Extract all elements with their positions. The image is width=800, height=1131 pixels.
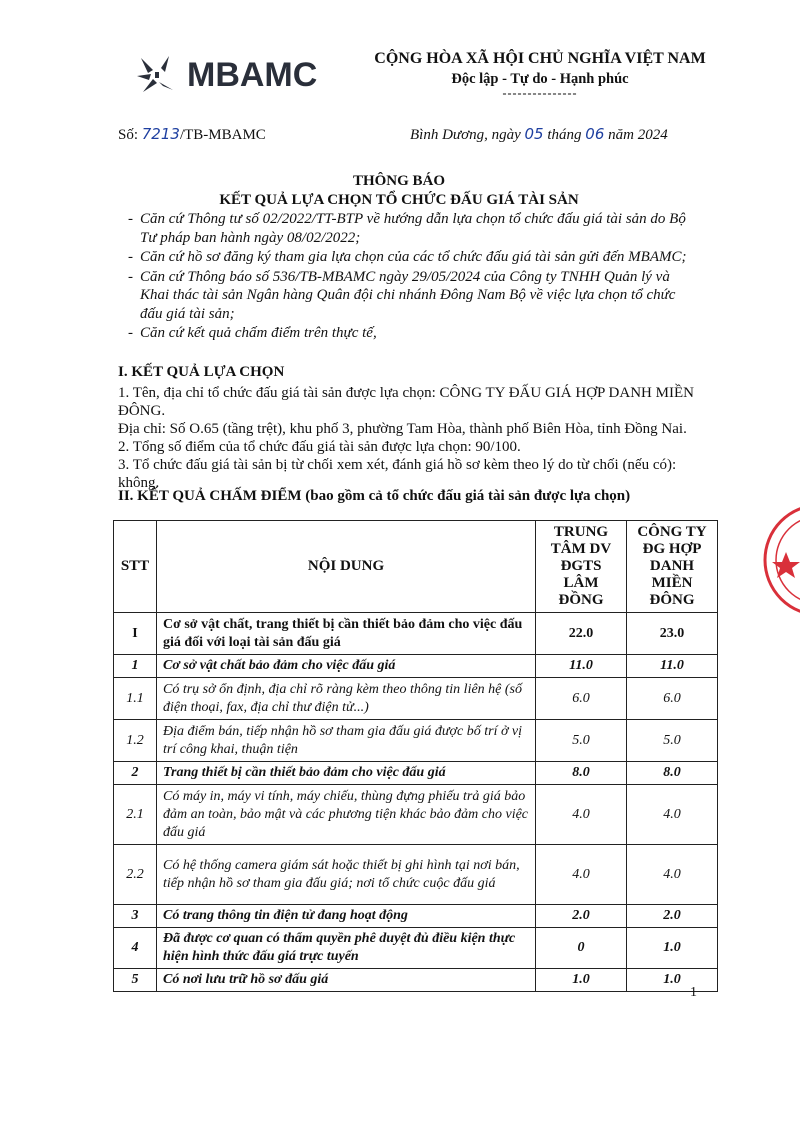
row-score-a: 4.0 bbox=[536, 785, 627, 845]
row-stt: 2.2 bbox=[114, 845, 157, 905]
date-year: năm 2024 bbox=[604, 127, 668, 143]
doc-number-handwritten: 7213 bbox=[141, 125, 180, 143]
legal-basis-item: - Căn cứ Thông báo số 536/TB-MBAMC ngày 29/05/2024 của Công ty TNHH Quản lý và Khai thác tài sản Ngân hàng Quân đội chi nhánh Đông Nam Bộ về việc lựa chọn tổ chức đấu giá tài sản; bbox=[118, 268, 698, 324]
row-content: Có trụ sở ổn định, địa chỉ rõ ràng kèm theo thông tin liên hệ (số điện thoại, fax, địa chỉ thư điện tử...) bbox=[157, 678, 536, 720]
title-line2: KẾT QUẢ LỰA CHỌN TỔ CHỨC ĐẤU GIÁ TÀI SẢN bbox=[219, 192, 579, 208]
section2-heading: II. KẾT QUẢ CHẤM ĐIỂM (bao gồm cả tổ chức đấu giá tài sản được lựa chọn) bbox=[118, 488, 631, 504]
table-row bbox=[114, 762, 718, 785]
row-score-a: 1.0 bbox=[536, 969, 627, 992]
nation-title: CỘNG HÒA XÃ HỘI CHỦ NGHĨA VIỆT NAM bbox=[374, 50, 706, 67]
row-content: Có máy in, máy vi tính, máy chiếu, thùng đựng phiếu trả giá bảo đảm an toàn, bảo mật và các phương tiện khác bảo đảm cho việc đấu giá bbox=[157, 785, 536, 845]
row-score-b: 23.0 bbox=[627, 613, 718, 655]
section1-p3: 2. Tổng số điểm của tổ chức đấu giá tài sản được lựa chọn: 90/100. bbox=[118, 439, 521, 455]
legal-basis-item: - Căn cứ Thông tư số 02/2022/TT-BTP về hướng dẫn lựa chọn tổ chức đấu giá tài sản do Bộ Tư pháp ban hành ngày 08/02/2022; bbox=[118, 210, 698, 247]
score-table bbox=[113, 520, 718, 992]
row-score-b: 6.0 bbox=[627, 678, 718, 720]
col-header-org-a: TRUNG TÂM DV ĐGTS LÂM ĐỒNG bbox=[536, 521, 627, 613]
row-score-b: 8.0 bbox=[627, 762, 718, 785]
section1-p4: 3. Tổ chức đấu giá tài sản bị từ chối xem xét, đánh giá hồ sơ kèm theo lý do từ chối (nếu có): không. bbox=[118, 457, 677, 491]
table-row bbox=[114, 655, 718, 678]
legal-basis-item: - Căn cứ hồ sơ đăng ký tham gia lựa chọn của các tổ chức đấu giá tài sản gửi đến MBAMC; bbox=[118, 248, 698, 267]
row-score-a: 22.0 bbox=[536, 613, 627, 655]
date-month-label: tháng bbox=[543, 127, 586, 143]
document-number bbox=[118, 125, 266, 144]
row-content: Trang thiết bị cần thiết bảo đảm cho việc đấu giá bbox=[157, 762, 536, 785]
row-stt: 2.1 bbox=[114, 785, 157, 845]
row-stt: 1.1 bbox=[114, 678, 157, 720]
table-row bbox=[114, 969, 718, 992]
row-score-a: 8.0 bbox=[536, 762, 627, 785]
row-score-b: 2.0 bbox=[627, 905, 718, 928]
row-content: Địa điểm bán, tiếp nhận hồ sơ tham gia đấu giá được bố trí ở vị trí công khai, thuận tiện bbox=[157, 720, 536, 762]
page-number: 1 bbox=[690, 985, 697, 1000]
row-stt: 3 bbox=[114, 905, 157, 928]
legal-basis-item: - Căn cứ kết quả chấm điểm trên thực tế, bbox=[118, 324, 698, 343]
logo-text: MBAMC bbox=[187, 55, 318, 94]
row-score-a: 4.0 bbox=[536, 845, 627, 905]
row-score-b: 1.0 bbox=[627, 928, 718, 969]
table-header-row bbox=[114, 521, 718, 613]
mbamc-logo bbox=[133, 50, 317, 100]
row-stt: 1 bbox=[114, 655, 157, 678]
row-content: Có trang thông tin điện tử đang hoạt động bbox=[157, 905, 536, 928]
row-score-a: 2.0 bbox=[536, 905, 627, 928]
nation-motto: Độc lập - Tự do - Hạnh phúc bbox=[451, 71, 629, 87]
official-seal-icon bbox=[758, 500, 800, 620]
document-title bbox=[118, 172, 680, 210]
title-line1: THÔNG BÁO bbox=[352, 173, 446, 189]
col-header-content: NỘI DUNG bbox=[157, 521, 536, 613]
row-content: Cơ sở vật chất, trang thiết bị cần thiết bảo đảm cho việc đấu giá đối với loại tài sản đấu giá bbox=[157, 613, 536, 655]
row-stt: 5 bbox=[114, 969, 157, 992]
document-date bbox=[410, 125, 668, 144]
section1-body bbox=[118, 384, 700, 492]
row-content: Đã được cơ quan có thẩm quyền phê duyệt đủ điều kiện thực hiện hình thức đấu giá trực tuyến bbox=[157, 928, 536, 969]
row-score-a: 5.0 bbox=[536, 720, 627, 762]
row-score-b: 11.0 bbox=[627, 655, 718, 678]
row-score-b: 1.0 bbox=[627, 969, 718, 992]
section1-p1: 1. Tên, địa chỉ tổ chức đấu giá tài sản được lựa chọn: CÔNG TY ĐẤU GIÁ HỢP DANH MIỀN ĐÔNG. bbox=[118, 385, 694, 419]
table-row bbox=[114, 678, 718, 720]
national-header bbox=[370, 50, 710, 101]
section1-p2: Địa chỉ: Số O.65 (tầng trệt), khu phố 3, phường Tam Hòa, thành phố Biên Hòa, tỉnh Đồng Nai. bbox=[118, 421, 687, 437]
legal-bases-list bbox=[118, 210, 698, 344]
table-row bbox=[114, 785, 718, 845]
row-stt: 1.2 bbox=[114, 720, 157, 762]
row-content: Có nơi lưu trữ hồ sơ đấu giá bbox=[157, 969, 536, 992]
row-score-b: 5.0 bbox=[627, 720, 718, 762]
row-score-a: 6.0 bbox=[536, 678, 627, 720]
row-score-b: 4.0 bbox=[627, 845, 718, 905]
row-content: Có hệ thống camera giám sát hoặc thiết bị ghi hình tại nơi bán, tiếp nhận hồ sơ tham gia đấu giá; nơi tổ chức cuộc đấu giá bbox=[157, 845, 536, 905]
table-row bbox=[114, 720, 718, 762]
row-content: Cơ sở vật chất bảo đảm cho việc đấu giá bbox=[157, 655, 536, 678]
row-score-a: 11.0 bbox=[536, 655, 627, 678]
row-stt: I bbox=[114, 613, 157, 655]
mbamc-logo-icon bbox=[133, 52, 179, 98]
col-header-stt: STT bbox=[114, 521, 157, 613]
row-score-a: 0 bbox=[536, 928, 627, 969]
section1-heading: I. KẾT QUẢ LỰA CHỌN bbox=[118, 364, 285, 380]
date-month: 06 bbox=[585, 125, 605, 143]
row-stt: 4 bbox=[114, 928, 157, 969]
table-row bbox=[114, 613, 718, 655]
row-stt: 2 bbox=[114, 762, 157, 785]
row-score-b: 4.0 bbox=[627, 785, 718, 845]
date-place: Bình Dương, ngày bbox=[410, 127, 525, 143]
table-row bbox=[114, 845, 718, 905]
date-day: 05 bbox=[524, 125, 544, 143]
table-row bbox=[114, 928, 718, 969]
doc-number-label: Số: bbox=[118, 127, 142, 143]
nation-rule: --------------- bbox=[502, 86, 578, 100]
table-row bbox=[114, 905, 718, 928]
col-header-org-b: CÔNG TY ĐG HỢP DANH MIỀN ĐÔNG bbox=[627, 521, 718, 613]
doc-number-suffix: /TB-MBAMC bbox=[179, 127, 266, 143]
